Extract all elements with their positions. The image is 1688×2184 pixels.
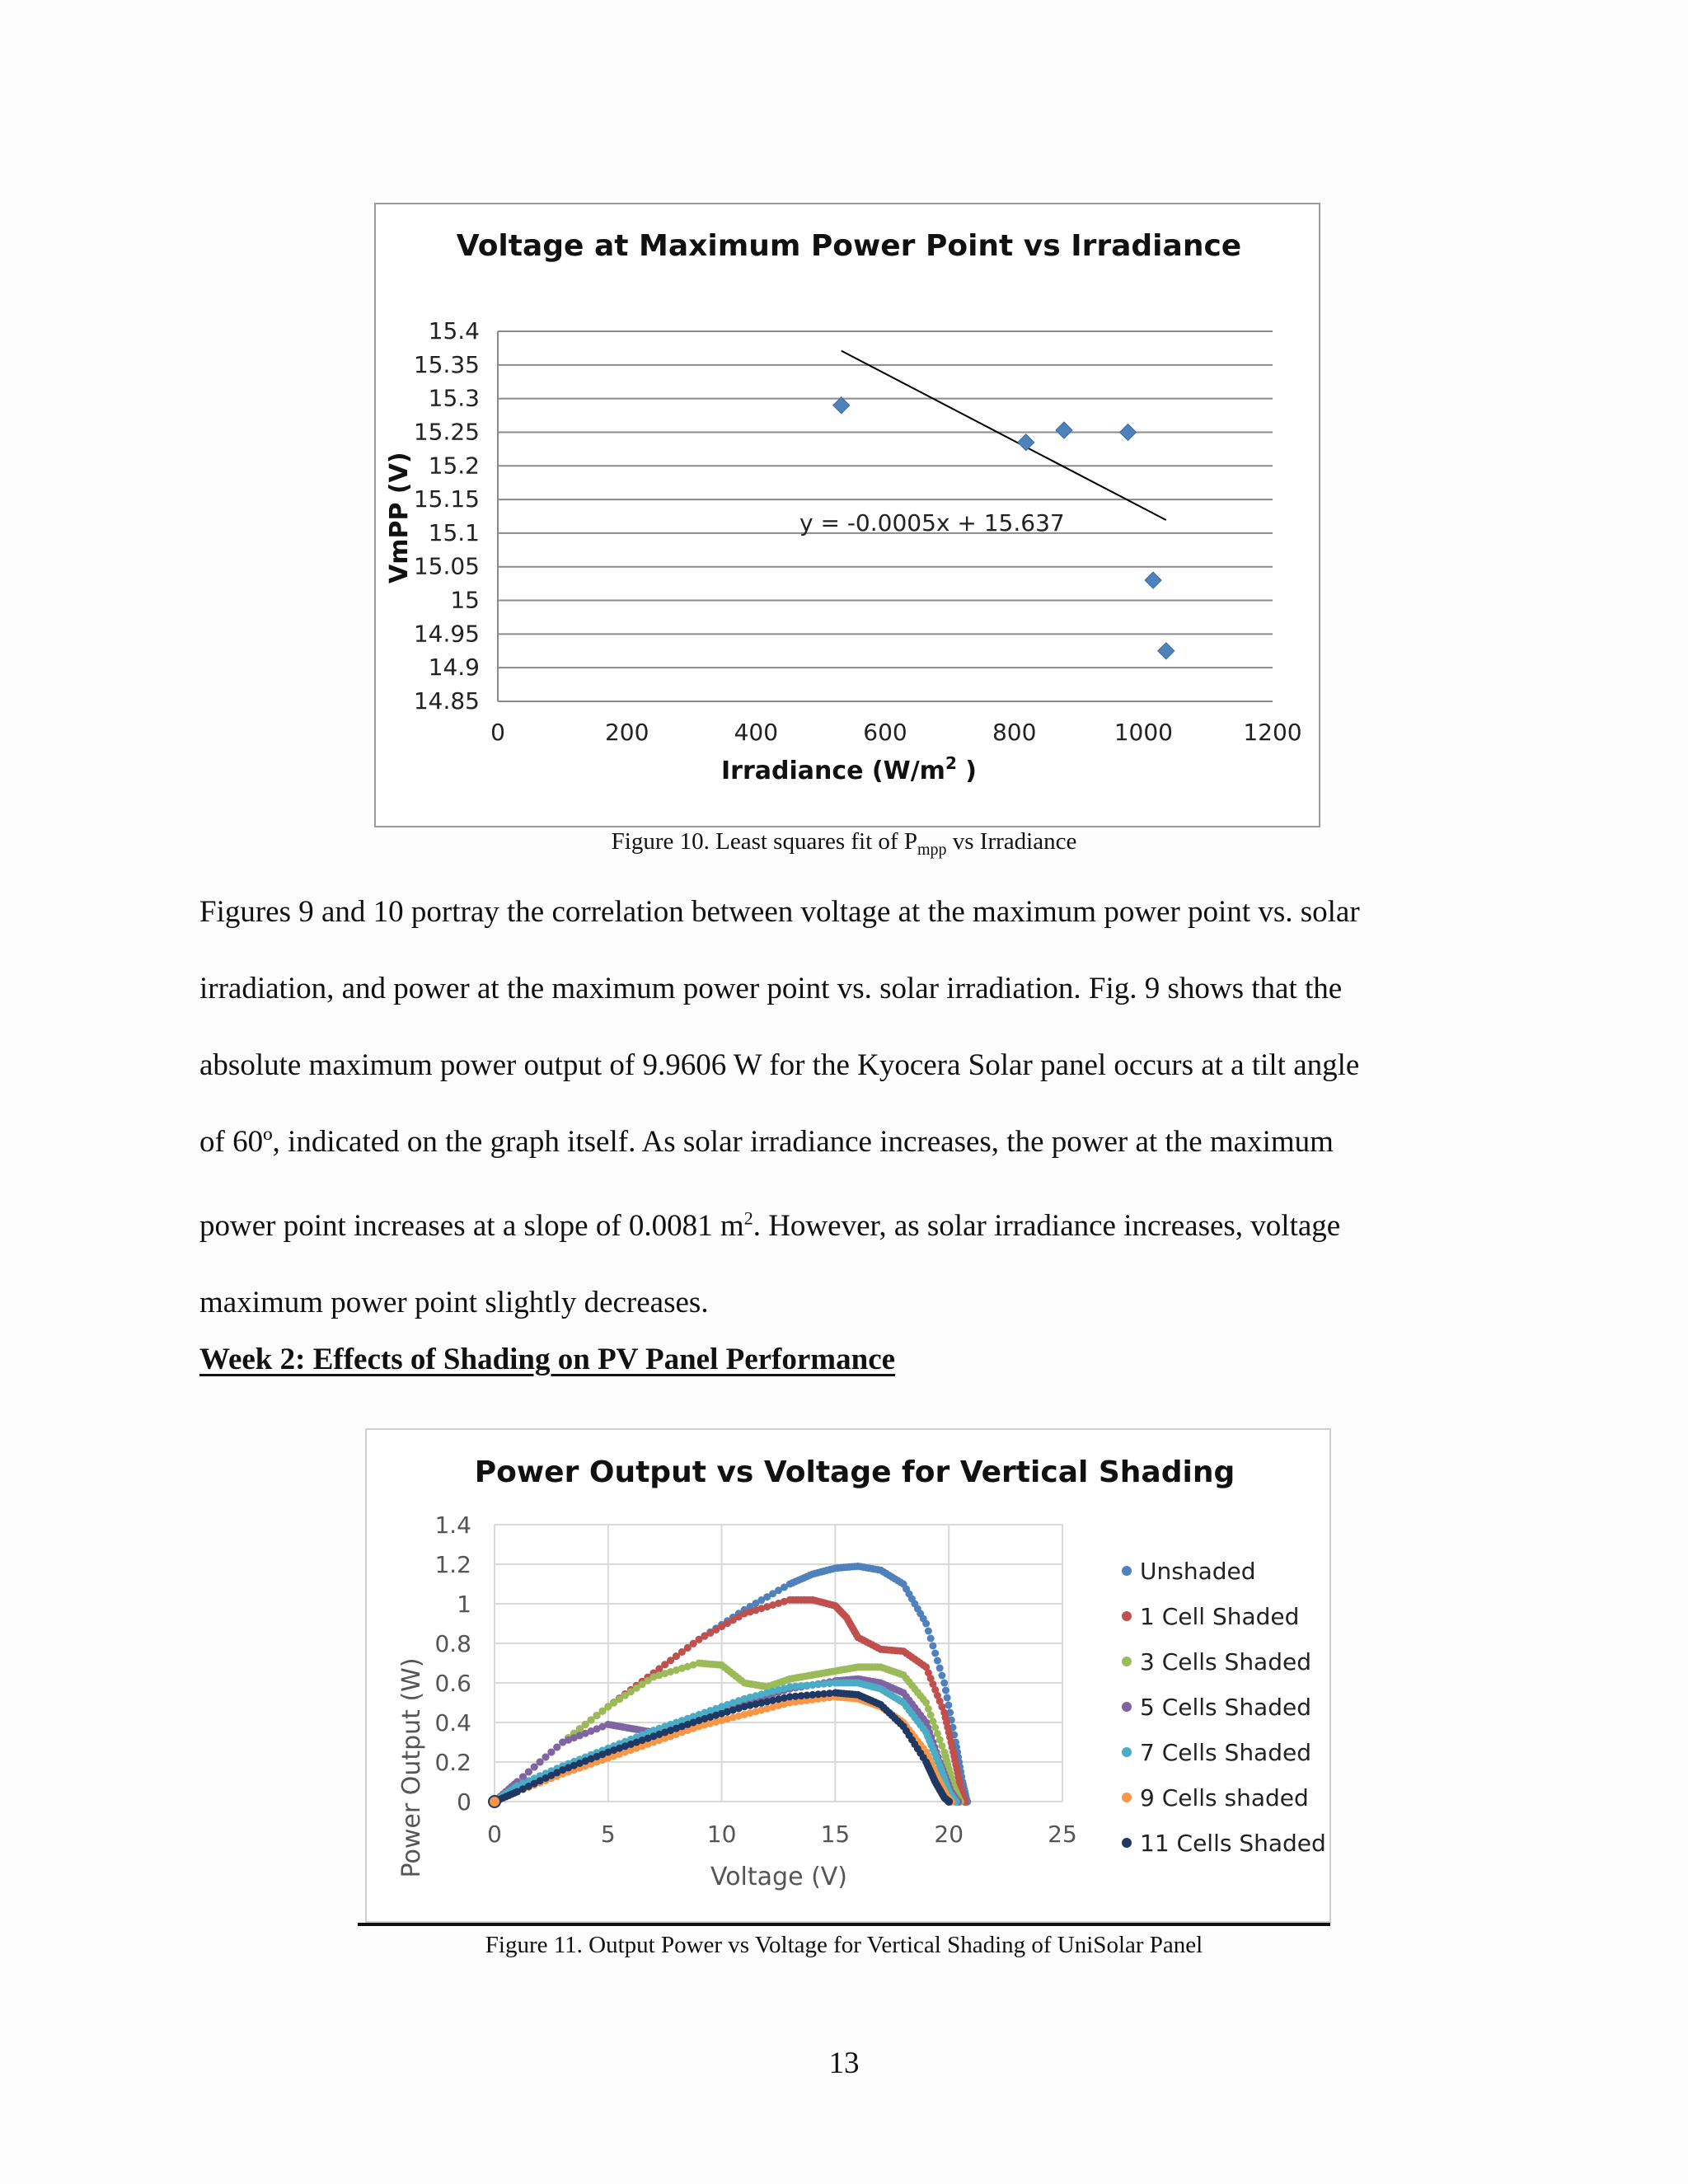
data-series bbox=[491, 1660, 964, 1807]
x-axis-label: Voltage (V) bbox=[710, 1863, 847, 1891]
vmpp-vs-irradiance-plot bbox=[376, 204, 1322, 829]
legend-label: 5 Cells Shaded bbox=[1140, 1694, 1311, 1721]
x-tick-label: 800 bbox=[992, 719, 1037, 746]
data-point bbox=[547, 1749, 555, 1756]
data-point bbox=[1120, 424, 1137, 440]
y-tick-label: 0.8 bbox=[434, 1630, 471, 1657]
x-tick-label: 0 bbox=[490, 719, 505, 746]
data-point bbox=[940, 1680, 948, 1687]
data-point bbox=[922, 1620, 930, 1628]
data-point bbox=[945, 1702, 952, 1709]
y-tick-label: 15.2 bbox=[428, 452, 480, 480]
x-tick-label: 1000 bbox=[1114, 719, 1173, 746]
data-point bbox=[553, 1744, 560, 1751]
data-point bbox=[1145, 572, 1161, 588]
data-point bbox=[1018, 434, 1034, 451]
chart-title: Voltage at Maximum Power Point vs Irradiance bbox=[456, 229, 1242, 263]
y-tick-label: 1.4 bbox=[434, 1511, 471, 1539]
legend-marker bbox=[1122, 1747, 1132, 1757]
data-point bbox=[938, 1672, 945, 1680]
y-tick-label: 14.85 bbox=[413, 687, 480, 715]
legend-label: 11 Cells Shaded bbox=[1140, 1830, 1326, 1857]
legend-marker bbox=[1122, 1702, 1132, 1712]
data-point bbox=[945, 1797, 953, 1806]
figure-11-chart bbox=[365, 1428, 1331, 1923]
legend-marker bbox=[1122, 1566, 1132, 1576]
y-tick-label: 15.15 bbox=[413, 485, 480, 513]
y-tick-label: 15.3 bbox=[428, 384, 480, 412]
y-axis-label: VmPP (V) bbox=[385, 452, 414, 583]
y-tick-label: 15.05 bbox=[413, 552, 480, 580]
y-tick-label: 15 bbox=[450, 586, 480, 614]
figure-10-caption: Figure 10. Least squares fit of $P_{mpp}$ vs Irradiance bbox=[611, 828, 1077, 859]
data-point bbox=[929, 1643, 936, 1650]
x-tick-label: 1200 bbox=[1243, 719, 1302, 746]
y-tick-label: 0.2 bbox=[434, 1749, 471, 1776]
trendline-equation: y = -0.0005x + 15.637 bbox=[799, 509, 1065, 537]
legend-marker bbox=[1122, 1793, 1132, 1802]
data-point bbox=[925, 1628, 932, 1635]
data-point bbox=[927, 1635, 935, 1643]
paragraph-line: power point increases at a slope of 0.0081 $m^2$. However, as solar irradiance increases, voltage bbox=[199, 1208, 1341, 1244]
paragraph-line: irradiation, and power at the maximum power point vs. solar irradiation. Fig. 9 shows that the bbox=[199, 972, 1343, 1005]
y-tick-label: 1 bbox=[457, 1591, 471, 1618]
trendline bbox=[842, 351, 1166, 520]
legend-label: 1 Cell Shaded bbox=[1140, 1603, 1300, 1630]
data-point bbox=[531, 1764, 538, 1771]
y-tick-label: 0 bbox=[457, 1788, 471, 1816]
data-point bbox=[542, 1754, 550, 1761]
section-heading: Week 2: Effects of Shading on PV Panel Performance bbox=[199, 1343, 896, 1376]
y-tick-label: 15.4 bbox=[428, 317, 480, 344]
data-point bbox=[942, 1687, 950, 1694]
y-tick-label: 15.25 bbox=[413, 418, 480, 446]
x-axis-label: Irradiance ($W/m^2$ ) bbox=[720, 753, 978, 785]
x-tick-label: 400 bbox=[734, 719, 779, 746]
legend-label: 3 Cells Shaded bbox=[1140, 1648, 1311, 1675]
x-tick-label: 200 bbox=[604, 719, 649, 746]
horizontal-rule bbox=[358, 1923, 1330, 1926]
paragraph-line: absolute maximum power output of 9.9606 W for the Kyocera Solar panel occurs at a tilt angle bbox=[199, 1048, 1360, 1082]
legend-marker bbox=[1122, 1611, 1132, 1621]
legend-marker bbox=[1122, 1657, 1132, 1666]
data-point bbox=[944, 1694, 951, 1702]
legend-label: 7 Cells Shaded bbox=[1140, 1739, 1311, 1766]
figure-11-caption: Figure 11. Output Power vs Voltage for Vertical Shading of UniSolar Panel bbox=[485, 1932, 1203, 1958]
y-tick-label: 1.2 bbox=[434, 1551, 471, 1578]
y-axis-label: Power Output (W) bbox=[397, 1657, 426, 1878]
legend-marker bbox=[1122, 1838, 1132, 1848]
data-point bbox=[525, 1769, 532, 1776]
y-tick-label: 0.4 bbox=[434, 1709, 471, 1736]
x-tick-label: 25 bbox=[1048, 1821, 1077, 1848]
data-point bbox=[537, 1759, 544, 1766]
x-tick-label: 10 bbox=[706, 1821, 737, 1848]
x-tick-label: 5 bbox=[600, 1821, 616, 1848]
body-paragraph bbox=[199, 874, 1485, 1341]
paragraph-line: of 60º, indicated on the graph itself. As solar irradiance increases, the power at the maximum bbox=[199, 1125, 1334, 1159]
x-tick-label: 0 bbox=[487, 1821, 502, 1848]
y-tick-label: 14.9 bbox=[428, 654, 480, 682]
figure-10-chart bbox=[374, 203, 1320, 827]
paragraph-line: Figures 9 and 10 portray the correlation between voltage at the maximum power point vs. solar bbox=[199, 895, 1360, 929]
y-tick-label: 15.35 bbox=[413, 350, 480, 378]
x-tick-label: 600 bbox=[863, 719, 907, 746]
power-vs-voltage-plot bbox=[367, 1430, 1333, 1924]
y-tick-label: 14.95 bbox=[413, 620, 480, 648]
legend-label: Unshaded bbox=[1140, 1558, 1256, 1585]
chart-title: Power Output vs Voltage for Vertical Shading bbox=[474, 1455, 1236, 1489]
data-point bbox=[1056, 422, 1072, 438]
data-point bbox=[936, 1665, 944, 1672]
x-tick-label: 20 bbox=[934, 1821, 964, 1848]
data-point bbox=[833, 397, 850, 414]
data-point bbox=[489, 1796, 500, 1807]
x-tick-label: 15 bbox=[820, 1821, 851, 1848]
y-tick-label: 0.6 bbox=[434, 1670, 471, 1697]
paragraph-line: maximum power point slightly decreases. bbox=[199, 1286, 709, 1320]
data-point bbox=[934, 1657, 941, 1665]
y-tick-label: 15.1 bbox=[428, 518, 480, 546]
data-point bbox=[931, 1650, 939, 1657]
data-point bbox=[1158, 643, 1175, 659]
legend-label: 9 Cells shaded bbox=[1140, 1784, 1309, 1811]
page-number: 13 bbox=[828, 2046, 860, 2080]
